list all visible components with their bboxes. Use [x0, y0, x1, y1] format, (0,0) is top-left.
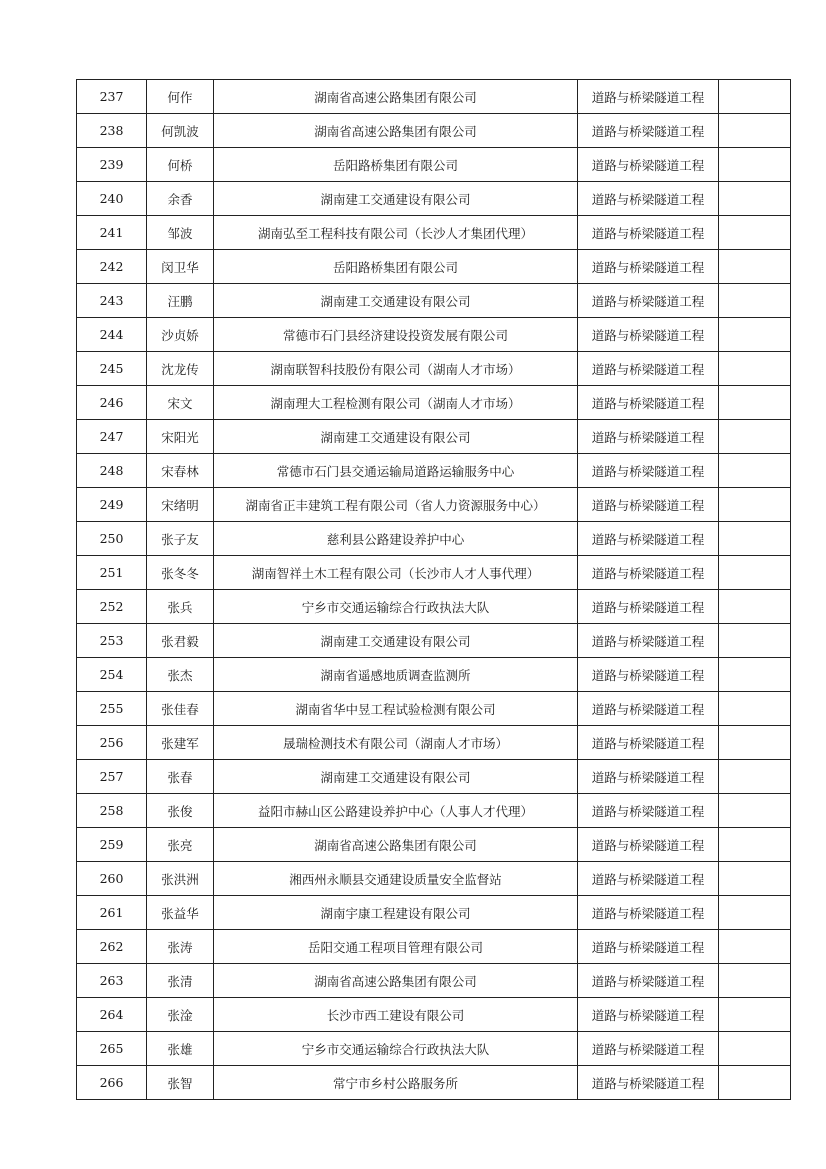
- remarks-cell: [719, 182, 791, 216]
- table-row: [77, 318, 791, 352]
- serial-number-cell: 238: [77, 114, 147, 148]
- name-cell: 张亮: [147, 828, 214, 862]
- organization-cell: 湖南联智科技股份有限公司（湖南人才市场）: [214, 352, 578, 386]
- serial-number-cell: 249: [77, 488, 147, 522]
- name-cell: 张俊: [147, 794, 214, 828]
- organization-cell: 湖南省高速公路集团有限公司: [214, 828, 578, 862]
- specialty-cell: 道路与桥梁隧道工程: [578, 488, 719, 522]
- name-cell: 张杰: [147, 658, 214, 692]
- serial-number-cell: 260: [77, 862, 147, 896]
- table-row: [77, 80, 791, 114]
- table-row: [77, 250, 791, 284]
- name-cell: 余香: [147, 182, 214, 216]
- serial-number-cell: 265: [77, 1032, 147, 1066]
- organization-cell: 湖南建工交通建设有限公司: [214, 760, 578, 794]
- name-cell: 张建军: [147, 726, 214, 760]
- serial-number-cell: 259: [77, 828, 147, 862]
- specialty-cell: 道路与桥梁隧道工程: [578, 624, 719, 658]
- specialty-cell: 道路与桥梁隧道工程: [578, 80, 719, 114]
- specialty-cell: 道路与桥梁隧道工程: [578, 760, 719, 794]
- remarks-cell: [719, 1066, 791, 1100]
- specialty-cell: 道路与桥梁隧道工程: [578, 454, 719, 488]
- specialty-cell: 道路与桥梁隧道工程: [578, 794, 719, 828]
- organization-cell: 湘西州永顺县交通建设质量安全监督站: [214, 862, 578, 896]
- table-row: [77, 896, 791, 930]
- table-row: [77, 114, 791, 148]
- table-row: [77, 556, 791, 590]
- specialty-cell: 道路与桥梁隧道工程: [578, 284, 719, 318]
- table-row: [77, 760, 791, 794]
- specialty-cell: 道路与桥梁隧道工程: [578, 1066, 719, 1100]
- name-cell: 宋阳光: [147, 420, 214, 454]
- organization-cell: 常德市石门县交通运输局道路运输服务中心: [214, 454, 578, 488]
- organization-cell: 湖南建工交通建设有限公司: [214, 284, 578, 318]
- organization-cell: 湖南建工交通建设有限公司: [214, 182, 578, 216]
- name-cell: 张冬冬: [147, 556, 214, 590]
- name-cell: 张春: [147, 760, 214, 794]
- table-row: [77, 182, 791, 216]
- serial-number-cell: 264: [77, 998, 147, 1032]
- organization-cell: 长沙市西工建设有限公司: [214, 998, 578, 1032]
- specialty-cell: 道路与桥梁隧道工程: [578, 386, 719, 420]
- specialty-cell: 道路与桥梁隧道工程: [578, 182, 719, 216]
- serial-number-cell: 252: [77, 590, 147, 624]
- name-cell: 何作: [147, 80, 214, 114]
- serial-number-cell: 246: [77, 386, 147, 420]
- name-cell: 邹波: [147, 216, 214, 250]
- remarks-cell: [719, 352, 791, 386]
- specialty-cell: 道路与桥梁隧道工程: [578, 352, 719, 386]
- name-cell: 张淦: [147, 998, 214, 1032]
- table-row: [77, 590, 791, 624]
- name-cell: 闵卫华: [147, 250, 214, 284]
- serial-number-cell: 263: [77, 964, 147, 998]
- remarks-cell: [719, 148, 791, 182]
- name-cell: 汪鹏: [147, 284, 214, 318]
- name-cell: 宋文: [147, 386, 214, 420]
- remarks-cell: [719, 556, 791, 590]
- specialty-cell: 道路与桥梁隧道工程: [578, 216, 719, 250]
- specialty-cell: 道路与桥梁隧道工程: [578, 590, 719, 624]
- serial-number-cell: 248: [77, 454, 147, 488]
- specialty-cell: 道路与桥梁隧道工程: [578, 862, 719, 896]
- serial-number-cell: 243: [77, 284, 147, 318]
- table-row: [77, 1066, 791, 1100]
- organization-cell: 宁乡市交通运输综合行政执法大队: [214, 1032, 578, 1066]
- specialty-cell: 道路与桥梁隧道工程: [578, 998, 719, 1032]
- organization-cell: 岳阳路桥集团有限公司: [214, 250, 578, 284]
- table-row: [77, 148, 791, 182]
- remarks-cell: [719, 998, 791, 1032]
- organization-cell: 湖南建工交通建设有限公司: [214, 420, 578, 454]
- specialty-cell: 道路与桥梁隧道工程: [578, 250, 719, 284]
- name-cell: 张子友: [147, 522, 214, 556]
- remarks-cell: [719, 624, 791, 658]
- serial-number-cell: 258: [77, 794, 147, 828]
- table-row: [77, 794, 791, 828]
- name-cell: 张兵: [147, 590, 214, 624]
- table-row: [77, 624, 791, 658]
- remarks-cell: [719, 692, 791, 726]
- table-row: [77, 420, 791, 454]
- table-row: [77, 998, 791, 1032]
- table-row: [77, 522, 791, 556]
- remarks-cell: [719, 964, 791, 998]
- remarks-cell: [719, 726, 791, 760]
- organization-cell: 宁乡市交通运输综合行政执法大队: [214, 590, 578, 624]
- name-cell: 张雄: [147, 1032, 214, 1066]
- remarks-cell: [719, 590, 791, 624]
- name-cell: 张洪洲: [147, 862, 214, 896]
- name-cell: 宋绪明: [147, 488, 214, 522]
- serial-number-cell: 239: [77, 148, 147, 182]
- specialty-cell: 道路与桥梁隧道工程: [578, 148, 719, 182]
- remarks-cell: [719, 522, 791, 556]
- specialty-cell: 道路与桥梁隧道工程: [578, 828, 719, 862]
- organization-cell: 常宁市乡村公路服务所: [214, 1066, 578, 1100]
- table-row: [77, 692, 791, 726]
- organization-cell: 湖南智祥土木工程有限公司（长沙市人才人事代理）: [214, 556, 578, 590]
- serial-number-cell: 240: [77, 182, 147, 216]
- specialty-cell: 道路与桥梁隧道工程: [578, 420, 719, 454]
- remarks-cell: [719, 658, 791, 692]
- specialty-cell: 道路与桥梁隧道工程: [578, 522, 719, 556]
- table-row: [77, 658, 791, 692]
- remarks-cell: [719, 1032, 791, 1066]
- remarks-cell: [719, 80, 791, 114]
- specialty-cell: 道路与桥梁隧道工程: [578, 930, 719, 964]
- remarks-cell: [719, 930, 791, 964]
- name-cell: 张清: [147, 964, 214, 998]
- serial-number-cell: 242: [77, 250, 147, 284]
- specialty-cell: 道路与桥梁隧道工程: [578, 964, 719, 998]
- serial-number-cell: 262: [77, 930, 147, 964]
- serial-number-cell: 250: [77, 522, 147, 556]
- organization-cell: 湖南理大工程检测有限公司（湖南人才市场）: [214, 386, 578, 420]
- table-row: [77, 352, 791, 386]
- table-row: [77, 284, 791, 318]
- serial-number-cell: 237: [77, 80, 147, 114]
- organization-cell: 湖南省正丰建筑工程有限公司（省人力资源服务中心）: [214, 488, 578, 522]
- remarks-cell: [719, 114, 791, 148]
- serial-number-cell: 253: [77, 624, 147, 658]
- organization-cell: 益阳市赫山区公路建设养护中心（人事人才代理）: [214, 794, 578, 828]
- specialty-cell: 道路与桥梁隧道工程: [578, 114, 719, 148]
- name-cell: 何凯波: [147, 114, 214, 148]
- remarks-cell: [719, 420, 791, 454]
- table-row: [77, 216, 791, 250]
- organization-cell: 湖南省遥感地质调查监测所: [214, 658, 578, 692]
- remarks-cell: [719, 454, 791, 488]
- organization-cell: 常德市石门县经济建设投资发展有限公司: [214, 318, 578, 352]
- table-row: [77, 964, 791, 998]
- remarks-cell: [719, 284, 791, 318]
- remarks-cell: [719, 216, 791, 250]
- remarks-cell: [719, 488, 791, 522]
- organization-cell: 湖南省高速公路集团有限公司: [214, 80, 578, 114]
- name-cell: 宋春林: [147, 454, 214, 488]
- organization-cell: 慈利县公路建设养护中心: [214, 522, 578, 556]
- table-row: [77, 488, 791, 522]
- serial-number-cell: 244: [77, 318, 147, 352]
- remarks-cell: [719, 794, 791, 828]
- table-row: [77, 930, 791, 964]
- table-row: [77, 828, 791, 862]
- table-row: [77, 454, 791, 488]
- remarks-cell: [719, 760, 791, 794]
- name-cell: 何桥: [147, 148, 214, 182]
- table-row: [77, 1032, 791, 1066]
- specialty-cell: 道路与桥梁隧道工程: [578, 658, 719, 692]
- remarks-cell: [719, 896, 791, 930]
- organization-cell: 湖南宇康工程建设有限公司: [214, 896, 578, 930]
- remarks-cell: [719, 862, 791, 896]
- name-cell: 张君毅: [147, 624, 214, 658]
- serial-number-cell: 254: [77, 658, 147, 692]
- organization-cell: 湖南省高速公路集团有限公司: [214, 114, 578, 148]
- remarks-cell: [719, 250, 791, 284]
- name-cell: 张智: [147, 1066, 214, 1100]
- remarks-cell: [719, 318, 791, 352]
- serial-number-cell: 251: [77, 556, 147, 590]
- serial-number-cell: 241: [77, 216, 147, 250]
- serial-number-cell: 261: [77, 896, 147, 930]
- specialty-cell: 道路与桥梁隧道工程: [578, 692, 719, 726]
- organization-cell: 晟瑞检测技术有限公司（湖南人才市场）: [214, 726, 578, 760]
- table-row: [77, 386, 791, 420]
- remarks-cell: [719, 386, 791, 420]
- organization-cell: 岳阳路桥集团有限公司: [214, 148, 578, 182]
- specialty-cell: 道路与桥梁隧道工程: [578, 726, 719, 760]
- name-cell: 张涛: [147, 930, 214, 964]
- roster-table-body: [77, 80, 791, 1100]
- serial-number-cell: 266: [77, 1066, 147, 1100]
- serial-number-cell: 256: [77, 726, 147, 760]
- organization-cell: 湖南省华中昱工程试验检测有限公司: [214, 692, 578, 726]
- specialty-cell: 道路与桥梁隧道工程: [578, 896, 719, 930]
- specialty-cell: 道路与桥梁隧道工程: [578, 1032, 719, 1066]
- roster-table: [76, 79, 791, 1100]
- organization-cell: 湖南弘至工程科技有限公司（长沙人才集团代理）: [214, 216, 578, 250]
- organization-cell: 湖南省高速公路集团有限公司: [214, 964, 578, 998]
- name-cell: 张益华: [147, 896, 214, 930]
- serial-number-cell: 247: [77, 420, 147, 454]
- table-row: [77, 862, 791, 896]
- organization-cell: 岳阳交通工程项目管理有限公司: [214, 930, 578, 964]
- name-cell: 沈龙传: [147, 352, 214, 386]
- name-cell: 张佳春: [147, 692, 214, 726]
- name-cell: 沙贞娇: [147, 318, 214, 352]
- serial-number-cell: 255: [77, 692, 147, 726]
- remarks-cell: [719, 828, 791, 862]
- serial-number-cell: 257: [77, 760, 147, 794]
- specialty-cell: 道路与桥梁隧道工程: [578, 556, 719, 590]
- organization-cell: 湖南建工交通建设有限公司: [214, 624, 578, 658]
- table-row: [77, 726, 791, 760]
- serial-number-cell: 245: [77, 352, 147, 386]
- specialty-cell: 道路与桥梁隧道工程: [578, 318, 719, 352]
